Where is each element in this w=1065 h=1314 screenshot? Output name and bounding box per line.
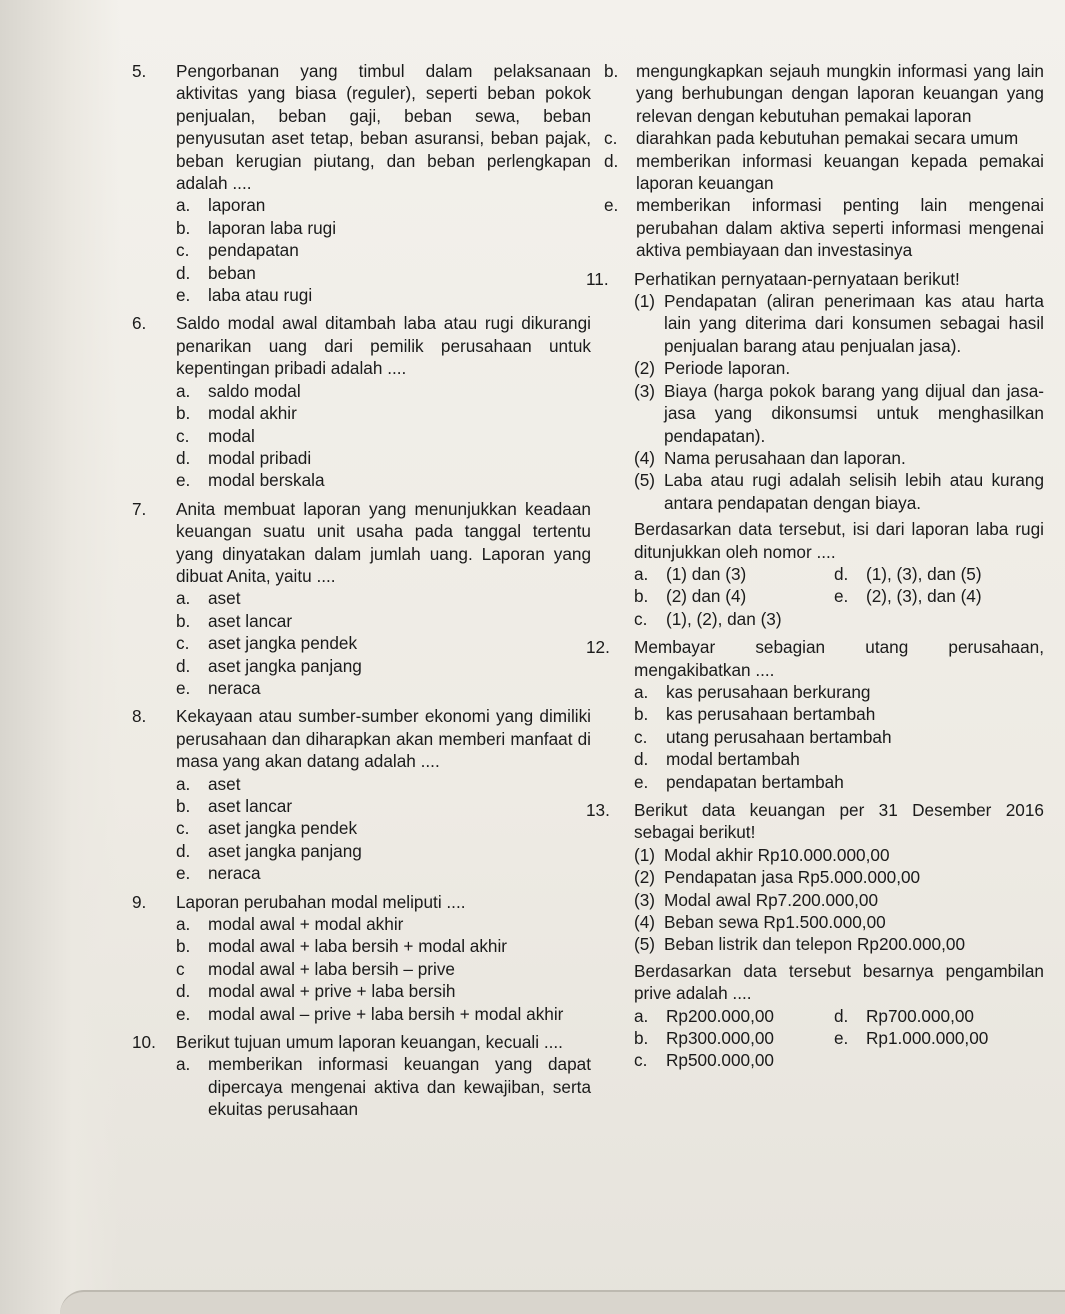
statement-2: (2) Pendapatan jasa Rp5.000.000,00	[634, 867, 921, 888]
statement-4: (4) Nama perusahaan dan laporan.	[634, 447, 906, 468]
option-a[interactable]: a. laporan	[176, 195, 266, 216]
statement-3: (3) Biaya (harga pokok barang yang dijual dan jasa-jasa yang dikonsumsi untuk menghasilkan pendapatan).	[634, 380, 1044, 446]
question-text: Pengorbanan yang timbul dalam pelaksanaan aktivitas yang biasa (reguler), seperti beban pokok penjualan, beban gaji, beban sewa, beban penyusutan aset tetap, beban asuransi, beban pajak, beban kerugian piutang, dan beban perlengkapan adalah ....	[176, 61, 591, 194]
question-12	[586, 636, 1044, 793]
statement-2: (2) Periode laporan.	[634, 358, 791, 379]
option-c[interactable]: c. (1), (2), dan (3)	[634, 608, 782, 629]
question-text: Anita membuat laporan yang menunjukkan keadaan keuangan suatu unit usaha pada tanggal tertentu yang dinyatakan dalam jumlah uang. Laporan yang dibuat Anita, yaitu ....	[176, 498, 591, 586]
option-b[interactable]: b. modal awal + laba bersih + modal akhir	[176, 936, 508, 957]
option-d[interactable]: d. (1), (3), dan (5)	[834, 563, 982, 584]
option-e[interactable]: e. modal awal – prive + laba bersih + modal akhir	[176, 1003, 564, 1024]
question-text: Saldo modal awal ditambah laba atau rugi dikurangi penarikan uang dari pemilik perusahaan untuk kepentingan pribadi adalah ....	[176, 313, 591, 379]
option-b[interactable]: b. kas perusahaan bertambah	[634, 704, 876, 725]
options-grid	[634, 1005, 1044, 1072]
option-b[interactable]: b. aset lancar	[176, 796, 293, 816]
option-e[interactable]: e. memberikan informasi penting lain mengenai perubahan dalam aktiva seperti informasi mengenai aktiva pembiayaan dan investasinya	[604, 195, 1044, 261]
statement-4: (4) Beban sewa Rp1.500.000,00	[634, 912, 886, 933]
option-c[interactable]: c. Rp500.000,00	[634, 1050, 774, 1071]
option-e[interactable]: e. pendapatan bertambah	[634, 771, 844, 792]
option-a[interactable]: a. memberikan informasi keuangan yang dapat dipercaya mengenai aktiva dan kewajiban, serta ekuitas perusahaan	[176, 1054, 591, 1120]
option-e[interactable]: e. (2), (3), dan (4)	[834, 586, 982, 607]
question-13	[586, 799, 1044, 1072]
question-9	[132, 891, 591, 1025]
option-c[interactable]: c. aset jangka pendek	[176, 633, 358, 654]
page-left-shadow	[0, 0, 120, 1314]
question-text: Membayar sebagian utang perusahaan, mengakibatkan ....	[634, 637, 1044, 680]
question-number: 9.	[132, 891, 147, 912]
question-number: 13.	[586, 800, 610, 820]
question-number: 10.	[132, 1032, 156, 1053]
option-b[interactable]: b. mengungkapkan sejauh mungkin informasi yang lain yang berhubungan dengan laporan keuangan yang relevan dengan kebutuhan pemakai laporan	[604, 61, 1044, 126]
option-e[interactable]: e. Rp1.000.000,00	[834, 1028, 989, 1049]
option-e[interactable]: e. neraca	[176, 677, 261, 698]
statement-1: (1) Modal akhir Rp10.000.000,00	[634, 844, 890, 865]
question-6	[132, 312, 591, 491]
option-a[interactable]: a. (1) dan (3)	[634, 563, 747, 584]
option-b[interactable]: b. aset lancar	[176, 610, 293, 631]
options-grid	[634, 563, 1044, 630]
statement-3: (3) Modal awal Rp7.200.000,00	[634, 889, 879, 910]
question-text: Laporan perubahan modal meliputi ....	[176, 891, 466, 912]
option-a[interactable]: a. aset	[176, 588, 241, 609]
question-text: Berikut tujuan umum laporan keuangan, kecuali ....	[176, 1032, 563, 1053]
option-a[interactable]: a. kas perusahaan berkurang	[634, 681, 871, 702]
question-7	[132, 498, 591, 700]
option-d[interactable]: d. modal bertambah	[634, 749, 800, 770]
option-d[interactable]: d. modal awal + prive + laba bersih	[176, 981, 456, 1002]
question-number: 7.	[132, 498, 147, 519]
question-8	[132, 705, 591, 884]
option-c[interactable]: c. aset jangka pendek	[176, 818, 358, 839]
question-number: 6.	[132, 313, 147, 334]
option-c[interactable]: c. diarahkan pada kebutuhan pemakai secara umum	[604, 128, 1019, 149]
option-b[interactable]: b. (2) dan (4)	[634, 586, 747, 607]
left-column	[132, 60, 591, 1121]
option-d[interactable]: d. Rp700.000,00	[834, 1005, 974, 1026]
option-d[interactable]: d. memberikan informasi keuangan kepada pemakai laporan keuangan	[604, 150, 1044, 194]
statement-5: (5) Laba atau rugi adalah selisih lebih atau kurang antara pendapatan dengan biaya.	[634, 470, 1044, 513]
question-5	[132, 60, 591, 306]
option-c[interactable]: c modal awal + laba bersih – prive	[176, 958, 455, 979]
question-11	[586, 268, 1044, 631]
option-c[interactable]: c. utang perusahaan bertambah	[634, 726, 892, 747]
option-e[interactable]: e. laba atau rugi	[176, 285, 313, 306]
option-d[interactable]: d. aset jangka panjang	[176, 840, 362, 861]
option-a[interactable]: a. saldo modal	[176, 380, 301, 401]
option-d[interactable]: d. beban	[176, 262, 256, 283]
option-a[interactable]: a. aset	[176, 773, 241, 794]
statement-5: (5) Beban listrik dan telepon Rp200.000,00	[634, 934, 965, 955]
option-b[interactable]: b. laporan laba rugi	[176, 217, 337, 238]
question-10-continued	[604, 60, 1044, 262]
option-e[interactable]: e. modal berskala	[176, 470, 325, 491]
question-text: Kekayaan atau sumber-sumber ekonomi yang dimiliki perusahaan dan diharapkan akan memberi manfaat di masa yang akan datang adalah ....	[176, 706, 591, 772]
question-text: Perhatikan pernyataan-pernyataan berikut!	[634, 268, 960, 289]
option-b[interactable]: b. Rp300.000,00	[634, 1028, 774, 1049]
question-prompt: Berdasarkan data tersebut, isi dari laporan laba rugi ditunjukkan oleh nomor ....	[634, 519, 1044, 562]
option-a[interactable]: a. modal awal + modal akhir	[176, 914, 404, 935]
option-a[interactable]: a. Rp200.000,00	[634, 1005, 774, 1026]
option-c[interactable]: c. pendapatan	[176, 240, 299, 261]
option-d[interactable]: d. modal pribadi	[176, 447, 312, 468]
option-b[interactable]: b. modal akhir	[176, 403, 297, 424]
option-d[interactable]: d. aset jangka panjang	[176, 655, 362, 676]
page-bottom-edge	[60, 1290, 1065, 1314]
question-number: 12.	[586, 637, 610, 658]
right-column	[586, 60, 1044, 1072]
question-number: 11.	[586, 268, 609, 289]
question-10	[132, 1031, 591, 1121]
statement-1: (1) Pendapatan (aliran penerimaan kas atau harta lain yang diterima dari konsumen sebagai hasil penjualan barang atau penjualan jasa).	[634, 291, 1044, 356]
option-e[interactable]: e. neraca	[176, 863, 261, 884]
option-c[interactable]: c. modal	[176, 425, 255, 446]
question-text: Berikut data keuangan per 31 Desember 2016 sebagai berikut!	[634, 800, 1044, 843]
question-number: 5.	[132, 61, 147, 81]
question-prompt: Berdasarkan data tersebut besarnya pengambilan prive adalah ....	[634, 960, 1044, 1004]
question-number: 8.	[132, 706, 147, 727]
